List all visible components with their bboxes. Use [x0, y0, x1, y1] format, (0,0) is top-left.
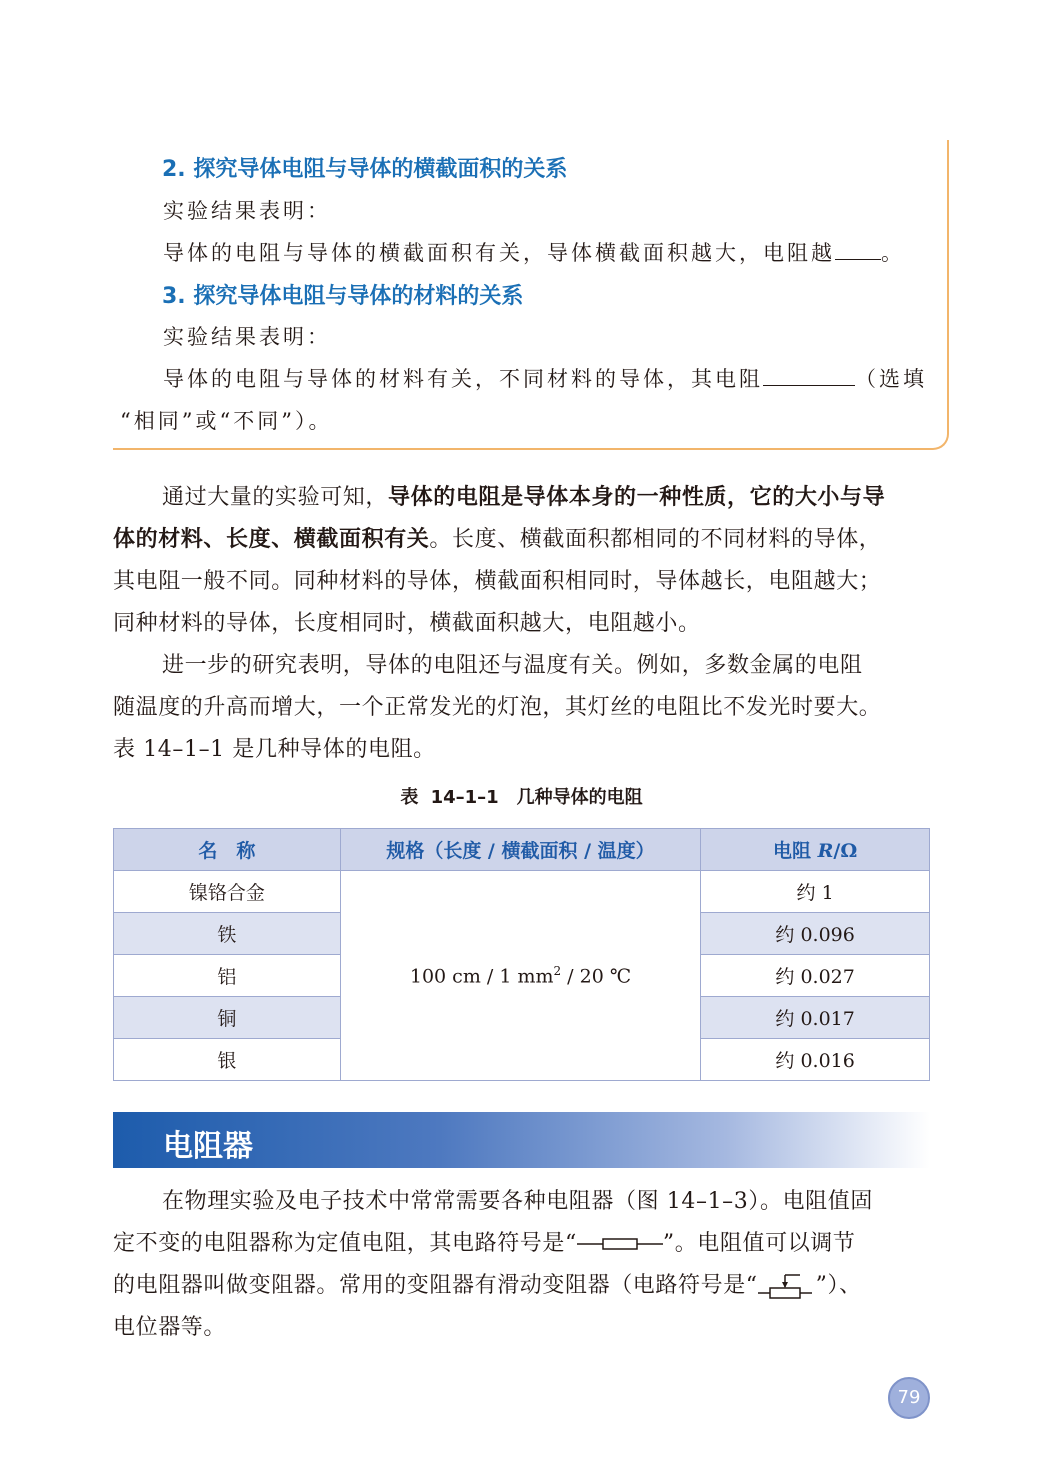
result-sentence-2: 导体的电阻与导体的横截面积有关，导体横截面积越大，电阻越: [163, 241, 835, 265]
fixed-resistor-symbol-icon: [577, 1237, 663, 1251]
header-res-unit: /Ω: [833, 840, 858, 862]
experiment-heading-3: 3. 探究导体电阻与导体的材料的关系: [162, 284, 524, 309]
result-label-2: 实验结果表明：: [163, 199, 331, 223]
para3-l3-a: 的电阻器叫做变阻器。常用的变阻器有滑动变阻器（电路符号是“: [113, 1273, 758, 1298]
answer-blank-3[interactable]: [763, 367, 855, 386]
para3-line1: 在物理实验及电子技术中常常需要各种电阻器（图 14–1–3）。电阻值固: [162, 1189, 873, 1214]
material-name: 铜: [114, 997, 341, 1039]
para2-line2: 随温度的升高而增大，一个正常发光的灯泡，其灯丝的电阻比不发光时要大。: [113, 695, 882, 720]
header-name: 名 称: [114, 829, 341, 871]
resistance-value: 约 0.017: [701, 997, 930, 1039]
header-res-var: R: [817, 840, 834, 862]
result-text-2: [163, 237, 905, 267]
sliding-rheostat-symbol-icon: [758, 1273, 816, 1299]
para3-l2-a: 定不变的电阻器称为定值电阻，其电路符号是“: [113, 1231, 577, 1256]
header-res-prefix: 电阻: [772, 840, 818, 862]
para2-line1: 进一步的研究表明，导体的电阻还与温度有关。例如，多数金属的电阻: [162, 653, 863, 678]
result-text-3: [163, 363, 927, 393]
result-suffix-3: （选填: [855, 367, 927, 391]
table-row: [114, 871, 930, 913]
result-sentence-3: 导体的电阻与导体的材料有关，不同材料的导体，其电阻: [163, 367, 763, 391]
resistance-value: 约 0.027: [701, 955, 930, 997]
para3-line4: 电位器等。: [113, 1315, 227, 1340]
para3-line2: [113, 1226, 856, 1257]
section-title: 电阻器: [163, 1129, 253, 1164]
para3-line3: [113, 1268, 862, 1299]
result-label-3: 实验结果表明：: [163, 325, 331, 349]
material-name: 铝: [114, 955, 341, 997]
para3-l3-b: ”）、: [815, 1273, 862, 1298]
resistance-value: 约 0.096: [701, 913, 930, 955]
table-caption: 表 14–1–1 几种导体的电阻: [400, 787, 643, 808]
result-line2-3: “相同”或“不同”）。: [120, 409, 333, 433]
experiment-heading-2: 2. 探究导体电阻与导体的横截面积的关系: [162, 157, 568, 182]
spec-cell: [340, 871, 701, 1081]
section-header-bar: [113, 1112, 930, 1168]
page-number: 79: [888, 1377, 930, 1419]
material-name: 镍铬合金: [114, 871, 341, 913]
para3-l2-b: ”。电阻值可以调节: [662, 1231, 856, 1256]
para1-line4: 同种材料的导体，长度相同时，横截面积越大，电阻越小。: [113, 611, 701, 636]
para1-line1: [162, 480, 885, 511]
material-name: 铁: [114, 913, 341, 955]
spec-part-a: 100 cm / 1 mm: [409, 965, 554, 988]
header-spec: 规格（长度 / 横截面积 / 温度）: [340, 829, 701, 871]
para2-line3: 表 14–1–1 是几种导体的电阻。: [113, 737, 436, 762]
para1-line2: [113, 522, 881, 553]
header-resistance: [701, 829, 930, 871]
resistance-value: 约 0.016: [701, 1039, 930, 1081]
answer-blank-2[interactable]: [835, 241, 881, 260]
spec-sup: 2: [553, 963, 562, 978]
para1-l1-normal: 通过大量的实验可知，: [162, 485, 389, 510]
table-header-row: [114, 829, 930, 871]
result-end-2: 。: [881, 241, 905, 265]
para1-l2-bold: 体的材料、长度、横截面积有关: [113, 526, 430, 552]
resistance-value: 约 1: [701, 871, 930, 913]
resistance-table: [113, 828, 930, 1081]
spec-part-b: / 20 ℃: [561, 965, 632, 988]
para1-l2-normal: 。长度、横截面积都相同的不同材料的导体，: [429, 527, 882, 552]
para1-l1-bold: 导体的电阻是导体本身的一种性质，它的大小与导: [388, 484, 886, 510]
para1-line3: 其电阻一般不同。同种材料的导体，横截面积相同时，导体越长，电阻越大；: [113, 569, 882, 594]
material-name: 银: [114, 1039, 341, 1081]
